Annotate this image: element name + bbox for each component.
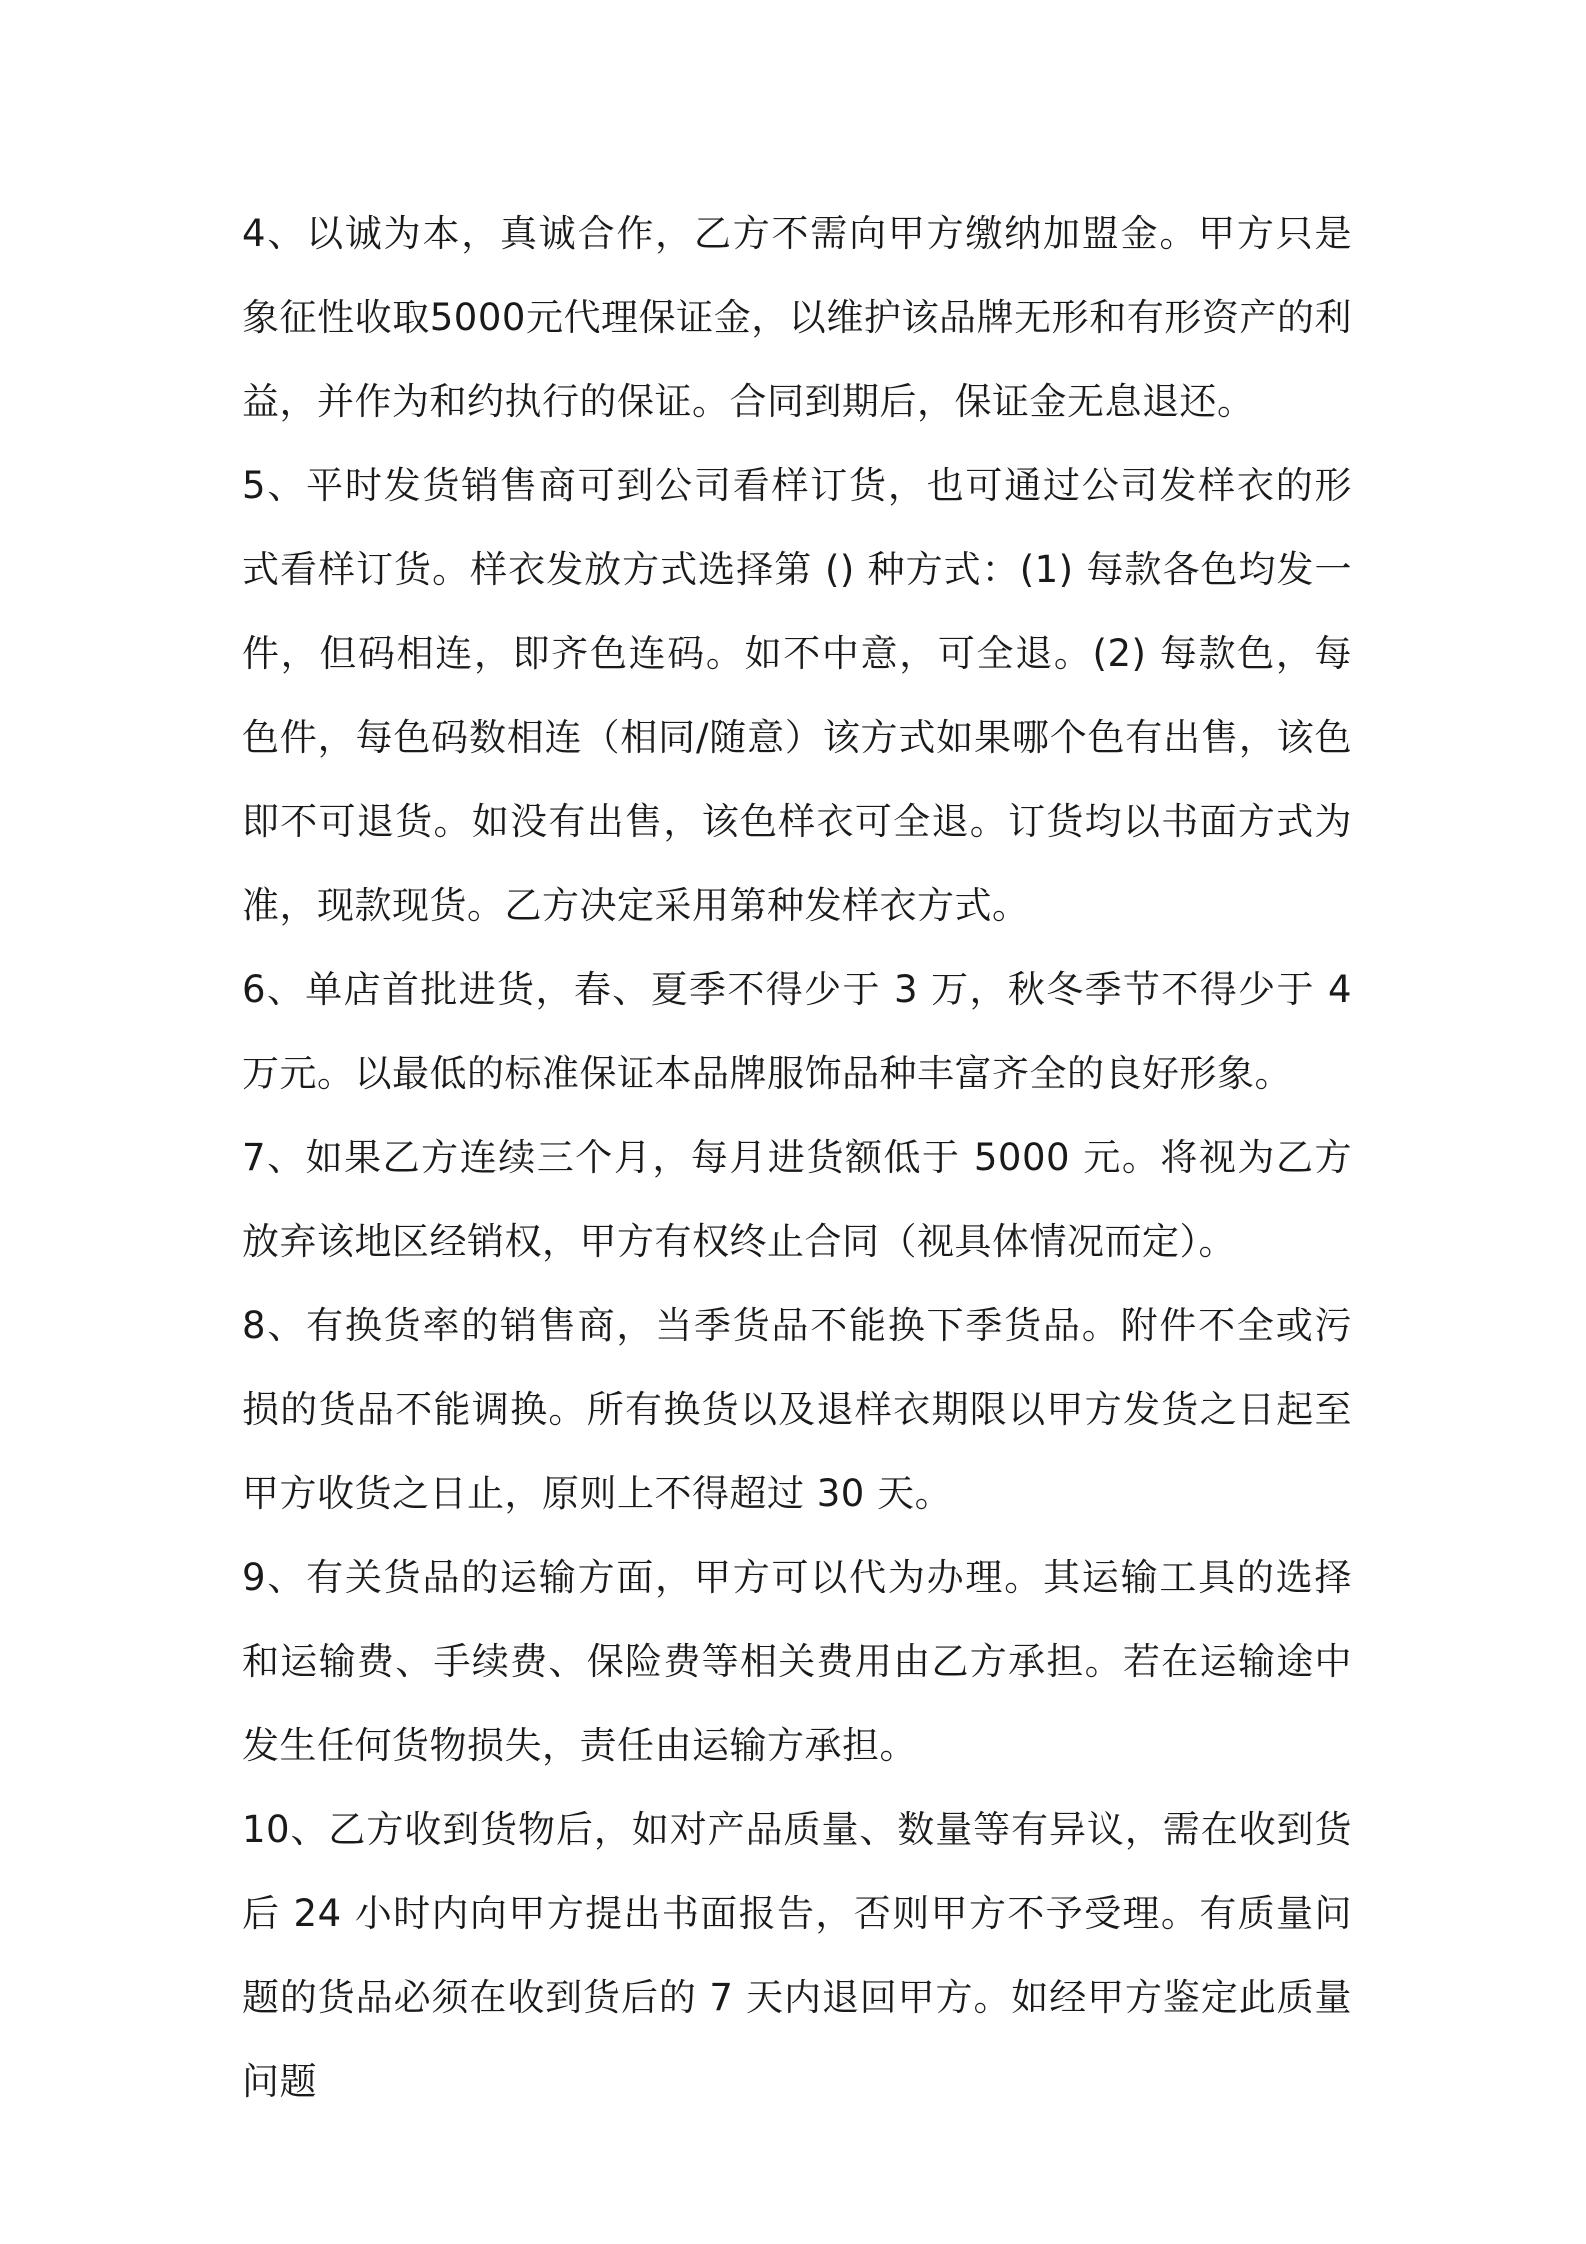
clause-6: 6、单店首批进货，春、夏季不得少于 3 万，秋冬季节不得少于 4 万元。以最低的标准保证本品牌服饰品种丰富齐全的良好形象。 (242, 968, 1352, 1095)
clause-4: 4、以诚为本，真诚合作，乙方不需向甲方缴纳加盟金。甲方只是象征性收取5000元代理保证金，以维护该品牌无形和有形资产的利益，并作为和约执行的保证。合同到期后，保证金无息退还。 (242, 212, 1352, 423)
clause-8: 8、有换货率的销售商，当季货品不能换下季货品。附件不全或污损的货品不能调换。所有换货以及退样衣期限以甲方发货之日起至甲方收货之日止，原则上不得超过 30 天。 (242, 1304, 1352, 1515)
clause-10: 10、乙方收到货物后，如对产品质量、数量等有异议，需在收到货后 24 小时内向甲方提出书面报告，否则甲方不予受理。有质量问题的货品必须在收到货后的 7 天内退回甲方。如经甲方鉴定此质量问题 (242, 1808, 1352, 2103)
clause-9: 9、有关货品的运输方面，甲方可以代为办理。其运输工具的选择和运输费、手续费、保险费等相关费用由乙方承担。若在运输途中发生任何货物损失，责任由运输方承担。 (242, 1556, 1352, 1767)
document-body (242, 192, 1352, 2124)
clause-7: 7、如果乙方连续三个月，每月进货额低于 5000 元。将视为乙方放弃该地区经销权，甲方有权终止合同（视具体情况而定）。 (242, 1136, 1352, 1263)
clause-5: 5、平时发货销售商可到公司看样订货，也可通过公司发样衣的形式看样订货。样衣发放方式选择第 () 种方式：(1) 每款各色均发一件，但码相连，即齐色连码。如不中意，可全退。(2) 每款色，每色件，每色码数相连（相同/随意）该方式如果哪个色有出售，该色即不可退货。如没有出售，该色样衣可全退。订货均以书面方式为准，现款现货。乙方决定采用第种发样衣方式。 (242, 464, 1352, 927)
